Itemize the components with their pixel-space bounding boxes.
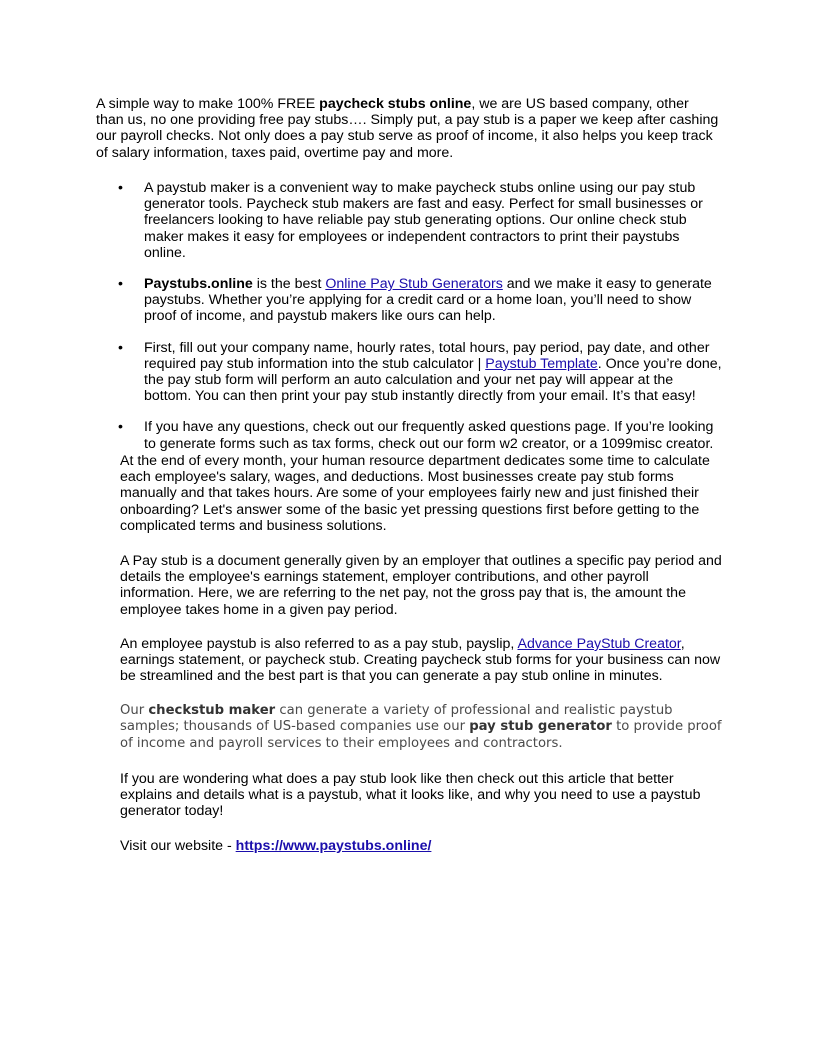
end-of-month-paragraph: At the end of every month, your human resource department dedicates some time to calculate each employee's salary, wages, and deductions. Most businesses create pay stub forms manually and that takes hours. Are some of your employees fairly new and just finished their onboarding? Let's answer some of the basic yet pressing questions first before getting to the complicated terms and business solutions.	[120, 453, 710, 534]
checkstub-bold-1: checkstub maker	[148, 703, 276, 718]
intro-text-1: A simple way to make 100% FREE	[96, 96, 320, 112]
bullet-text: and we make it easy to generate paystubs. Whether you’re applying for a credit card or a home loan, you’ll need to show proof of income, and paystub makers like ours can help.	[144, 276, 712, 325]
visit-label: Visit our website -	[120, 838, 236, 854]
paystub-template-link[interactable]: Paystub Template	[485, 355, 598, 372]
bullet-text: . Once you’re done, the pay stub form will perform an auto calculation and your net pay will appear at the bottom. You can then print your pay stub instantly directly from your email. It’s that easy!	[144, 355, 722, 405]
intro-text-2: , we are US based company, other than us, no one providing free pay stubs…. Simply put, a pay stub is a paper we keep after cashing our payroll checks. Not only does a pay stub serve as proof of income, it also helps you keep track of salary information, taxes paid, overtime pay and more.	[96, 96, 719, 161]
checkstub-maker-paragraph	[120, 703, 722, 752]
bullet-item-paystubs-online	[118, 276, 722, 325]
checkstub-text-1: Our	[120, 703, 149, 718]
bullet-dot-icon: •	[118, 276, 123, 293]
bullet-text: First, fill out your company name, hourly rates, total hours, pay period, pay date, and other required pay stub information into the stub calculator |	[144, 339, 710, 372]
bullet-text: is the best	[252, 276, 326, 293]
pay-stub-definition-paragraph: A Pay stub is a document generally given by an employer that outlines a specific pay period and details the employee's earnings statement, employer contributions, and other payroll information. Here, we are referring to the net pay, not the gross pay that is, the amount the employee takes home in a given pay period.	[120, 553, 722, 618]
bullet-dot-icon: •	[118, 419, 123, 436]
bullet-item-fill-out	[118, 340, 722, 405]
website-url-link[interactable]: https://www.paystubs.online/	[235, 838, 432, 854]
checkstub-text-2: can generate a variety of professional and realistic paystub samples; thousands of US-based companies use our	[120, 703, 673, 735]
bullet-item-paystub-maker	[118, 180, 722, 261]
wondering-paragraph: If you are wondering what does a pay stub look like then check out this article that better explains and details what is a paystub, what it looks like, and why you need to use a paystub generator today!	[120, 771, 701, 820]
checkstub-text-3: to provide proof of income and payroll services to their employees and contractors.	[120, 719, 722, 751]
employee-paystub-paragraph	[120, 636, 722, 685]
bullet-item-questions	[118, 419, 722, 451]
bullet-list	[118, 180, 722, 467]
employee-text-1: An employee paystub is also referred to as a pay stub, payslip,	[120, 636, 518, 652]
bullet-text: A paystub maker is a convenient way to make paycheck stubs online using our pay stub generator tools. Paycheck stub makers are fast and easy. Perfect for small businesses or freelancers looking to have reliable pay stub generating options. Our online check stub maker makes it easy for employees or independent contractors to print their paystubs online.	[144, 180, 703, 261]
bullet-dot-icon: •	[118, 339, 123, 356]
intro-bold-keyword: paycheck stubs online	[319, 96, 472, 112]
bullet-text: If you have any questions, check out our frequently asked questions page. If you’re looking to generate forms such as tax forms, check out our form w2 creator, or a 1099misc creator.	[144, 419, 714, 452]
bullet-dot-icon: •	[118, 180, 123, 196]
checkstub-bold-2: pay stub generator	[469, 719, 612, 735]
employee-text-2: , earnings statement, or paycheck stub. Creating paycheck stub forms for your business can now be streamlined and the best part is that you can generate a pay stub online in minutes.	[120, 636, 721, 685]
online-pay-stub-generators-link[interactable]: Online Pay Stub Generators	[325, 276, 503, 293]
advance-paystub-creator-link[interactable]: Advance PayStub Creator	[517, 636, 681, 652]
intro-paragraph	[96, 96, 720, 161]
visit-website-paragraph	[120, 838, 722, 854]
brand-bold: Paystubs.online	[144, 276, 253, 293]
